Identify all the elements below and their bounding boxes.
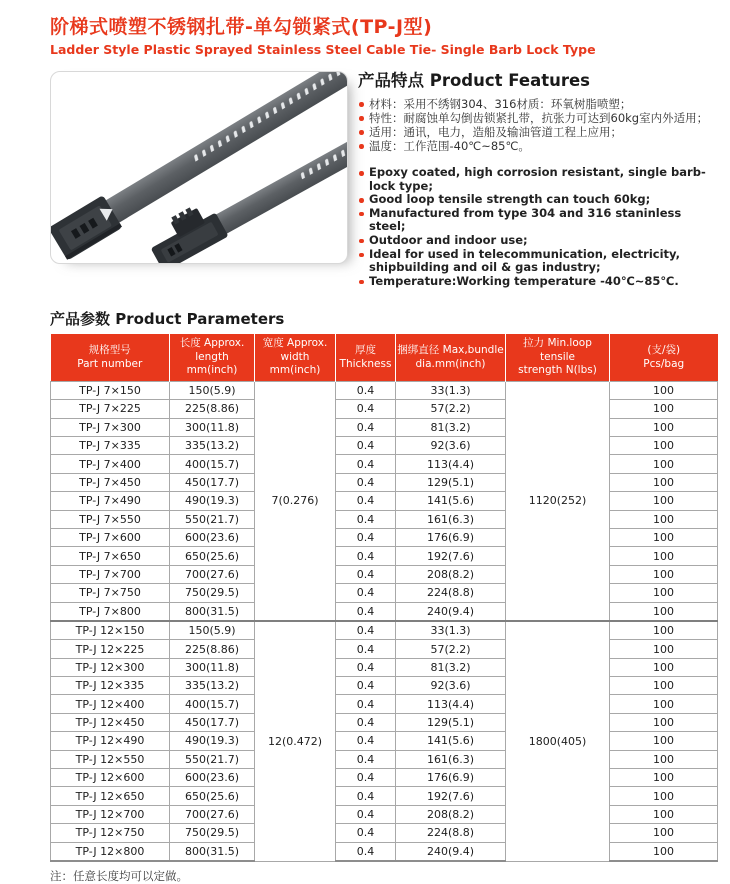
pcs-cell: 100 bbox=[610, 510, 718, 528]
bundle-dia-cell: 176(6.9) bbox=[396, 528, 506, 546]
length-cell: 650(25.6) bbox=[170, 787, 255, 805]
top-section bbox=[50, 71, 717, 288]
table-row bbox=[51, 713, 718, 731]
column-header: 拉力 Min.loop tensile strength N(lbs) bbox=[506, 334, 610, 381]
table-row bbox=[51, 565, 718, 583]
column-header: (支/袋) Pcs/bag bbox=[610, 334, 718, 381]
part-number-cell: TP-J 7×150 bbox=[51, 381, 170, 399]
bullet-dot-icon bbox=[359, 239, 364, 244]
bundle-dia-cell: 92(3.6) bbox=[396, 677, 506, 695]
part-number-cell: TP-J 7×335 bbox=[51, 437, 170, 455]
bundle-dia-cell: 33(1.3) bbox=[396, 381, 506, 399]
feature-bullet-cn bbox=[358, 125, 717, 139]
part-number-cell: TP-J 12×750 bbox=[51, 824, 170, 842]
part-number-cell: TP-J 7×490 bbox=[51, 492, 170, 510]
table-row bbox=[51, 732, 718, 750]
feature-bullet-text: Good loop tensile strength can touch 60kg; bbox=[369, 192, 651, 207]
feature-bullet-cn bbox=[358, 111, 717, 125]
pcs-cell: 100 bbox=[610, 547, 718, 565]
thickness-cell: 0.4 bbox=[336, 547, 396, 565]
pcs-cell: 100 bbox=[610, 492, 718, 510]
thickness-cell: 0.4 bbox=[336, 658, 396, 676]
part-number-cell: TP-J 12×600 bbox=[51, 769, 170, 787]
bundle-dia-cell: 92(3.6) bbox=[396, 437, 506, 455]
pcs-cell: 100 bbox=[610, 584, 718, 602]
table-row bbox=[51, 677, 718, 695]
feature-bullet-text: 特性：耐腐蚀单勾倒齿锁紧扎带，抗张力可达到60kg室内外适用； bbox=[369, 111, 709, 125]
part-number-cell: TP-J 12×650 bbox=[51, 787, 170, 805]
bundle-dia-cell: 192(7.6) bbox=[396, 787, 506, 805]
part-number-cell: TP-J 7×600 bbox=[51, 528, 170, 546]
table-row bbox=[51, 824, 718, 842]
bullet-dot-icon bbox=[359, 198, 364, 203]
thickness-cell: 0.4 bbox=[336, 640, 396, 658]
thickness-cell: 0.4 bbox=[336, 732, 396, 750]
feature-bullet-en bbox=[358, 275, 717, 289]
table-row bbox=[51, 547, 718, 565]
thickness-cell: 0.4 bbox=[336, 695, 396, 713]
bullet-dot-icon bbox=[359, 171, 364, 176]
bundle-dia-cell: 129(5.1) bbox=[396, 713, 506, 731]
bullet-dot-icon bbox=[359, 280, 364, 285]
part-number-cell: TP-J 12×800 bbox=[51, 842, 170, 861]
table-row bbox=[51, 640, 718, 658]
pcs-cell: 100 bbox=[610, 381, 718, 399]
parameters-table bbox=[50, 334, 718, 862]
feature-bullet-en bbox=[358, 193, 717, 207]
table-row bbox=[51, 695, 718, 713]
part-number-cell: TP-J 7×450 bbox=[51, 473, 170, 491]
table-row bbox=[51, 528, 718, 546]
bundle-dia-cell: 192(7.6) bbox=[396, 547, 506, 565]
bundle-dia-cell: 113(4.4) bbox=[396, 695, 506, 713]
feature-bullet-text: Temperature:Working temperature -40℃~85℃. bbox=[369, 273, 679, 288]
bundle-dia-cell: 129(5.1) bbox=[396, 473, 506, 491]
length-cell: 800(31.5) bbox=[170, 842, 255, 861]
length-cell: 400(15.7) bbox=[170, 455, 255, 473]
part-number-cell: TP-J 7×750 bbox=[51, 584, 170, 602]
feature-bullet-en bbox=[358, 207, 717, 234]
pcs-cell: 100 bbox=[610, 437, 718, 455]
pcs-cell: 100 bbox=[610, 787, 718, 805]
feature-bullet-text: 温度：工作范围-40℃~85℃。 bbox=[369, 139, 530, 153]
thickness-cell: 0.4 bbox=[336, 805, 396, 823]
length-cell: 600(23.6) bbox=[170, 528, 255, 546]
thickness-cell: 0.4 bbox=[336, 492, 396, 510]
table-row bbox=[51, 455, 718, 473]
column-header: 规格型号 Part number bbox=[51, 334, 170, 381]
pcs-cell: 100 bbox=[610, 455, 718, 473]
thickness-cell: 0.4 bbox=[336, 510, 396, 528]
bullet-dot-icon bbox=[359, 102, 364, 107]
length-cell: 600(23.6) bbox=[170, 769, 255, 787]
thickness-cell: 0.4 bbox=[336, 455, 396, 473]
features-section bbox=[358, 71, 717, 288]
bundle-dia-cell: 141(5.6) bbox=[396, 732, 506, 750]
pcs-cell: 100 bbox=[610, 842, 718, 861]
part-number-cell: TP-J 7×550 bbox=[51, 510, 170, 528]
table-row bbox=[51, 381, 718, 399]
length-cell: 550(21.7) bbox=[170, 750, 255, 768]
column-header: 捆绑直径 Max,bundle dia.mm(inch) bbox=[396, 334, 506, 381]
bullet-dot-icon bbox=[359, 130, 364, 135]
table-row bbox=[51, 418, 718, 436]
table-row bbox=[51, 602, 718, 621]
feature-bullet-en bbox=[358, 248, 717, 275]
length-cell: 700(27.6) bbox=[170, 805, 255, 823]
part-number-cell: TP-J 12×700 bbox=[51, 805, 170, 823]
thickness-cell: 0.4 bbox=[336, 473, 396, 491]
thickness-cell: 0.4 bbox=[336, 602, 396, 621]
thickness-cell: 0.4 bbox=[336, 381, 396, 399]
pcs-cell: 100 bbox=[610, 621, 718, 640]
parameters-table-head-row bbox=[51, 334, 718, 381]
column-header: 厚度 Thickness bbox=[336, 334, 396, 381]
table-row bbox=[51, 750, 718, 768]
features-heading: 产品特点 Product Features bbox=[358, 71, 590, 90]
pcs-cell: 100 bbox=[610, 695, 718, 713]
table-row bbox=[51, 437, 718, 455]
thickness-cell: 0.4 bbox=[336, 824, 396, 842]
page-title: 阶梯式喷塑不锈钢扎带-单勾锁紧式(TP-J型) bbox=[50, 16, 433, 38]
bundle-dia-cell: 208(8.2) bbox=[396, 805, 506, 823]
pcs-cell: 100 bbox=[610, 750, 718, 768]
length-cell: 225(8.86) bbox=[170, 640, 255, 658]
pcs-cell: 100 bbox=[610, 805, 718, 823]
feature-bullet-text: 材料：采用不绣钢304、316材质：环氧树脂喷塑； bbox=[369, 97, 632, 111]
feature-bullet-en bbox=[358, 234, 717, 248]
pcs-cell: 100 bbox=[610, 769, 718, 787]
table-row bbox=[51, 400, 718, 418]
length-cell: 650(25.6) bbox=[170, 547, 255, 565]
strength-merged-cell: 1120(252) bbox=[506, 381, 610, 621]
length-cell: 490(19.3) bbox=[170, 492, 255, 510]
bundle-dia-cell: 176(6.9) bbox=[396, 769, 506, 787]
table-row bbox=[51, 805, 718, 823]
thickness-cell: 0.4 bbox=[336, 400, 396, 418]
bundle-dia-cell: 224(8.8) bbox=[396, 584, 506, 602]
feature-bullet-text: Outdoor and indoor use; bbox=[369, 232, 528, 247]
bundle-dia-cell: 57(2.2) bbox=[396, 400, 506, 418]
length-cell: 300(11.8) bbox=[170, 418, 255, 436]
pcs-cell: 100 bbox=[610, 824, 718, 842]
cable-tie-illustration bbox=[51, 72, 347, 263]
part-number-cell: TP-J 7×225 bbox=[51, 400, 170, 418]
pcs-cell: 100 bbox=[610, 400, 718, 418]
feature-bullet-text: Manufactured from type 304 and 316 staninless steel; bbox=[369, 205, 682, 234]
features-en-list bbox=[358, 166, 717, 288]
thickness-cell: 0.4 bbox=[336, 842, 396, 861]
length-cell: 800(31.5) bbox=[170, 602, 255, 621]
part-number-cell: TP-J 12×450 bbox=[51, 713, 170, 731]
table-row bbox=[51, 842, 718, 861]
length-cell: 550(21.7) bbox=[170, 510, 255, 528]
length-cell: 750(29.5) bbox=[170, 584, 255, 602]
bundle-dia-cell: 240(9.4) bbox=[396, 842, 506, 861]
thickness-cell: 0.4 bbox=[336, 677, 396, 695]
bundle-dia-cell: 57(2.2) bbox=[396, 640, 506, 658]
features-cn-list bbox=[358, 97, 717, 153]
column-header: 长度 Approx. length mm(inch) bbox=[170, 334, 255, 381]
part-number-cell: TP-J 12×335 bbox=[51, 677, 170, 695]
page-subtitle: Ladder Style Plastic Sprayed Stainless Steel Cable Tie- Single Barb Lock Type bbox=[50, 42, 596, 57]
footnote: 注：任意长度均可以定做。 bbox=[50, 869, 188, 883]
table-row bbox=[51, 787, 718, 805]
length-cell: 335(13.2) bbox=[170, 677, 255, 695]
table-row bbox=[51, 584, 718, 602]
feature-bullet-cn bbox=[358, 139, 717, 153]
bundle-dia-cell: 113(4.4) bbox=[396, 455, 506, 473]
thickness-cell: 0.4 bbox=[336, 584, 396, 602]
feature-bullet-en bbox=[358, 166, 717, 193]
strength-merged-cell: 1800(405) bbox=[506, 621, 610, 861]
length-cell: 225(8.86) bbox=[170, 400, 255, 418]
bundle-dia-cell: 81(3.2) bbox=[396, 658, 506, 676]
thickness-cell: 0.4 bbox=[336, 769, 396, 787]
length-cell: 700(27.6) bbox=[170, 565, 255, 583]
part-number-cell: TP-J 12×150 bbox=[51, 621, 170, 640]
thickness-cell: 0.4 bbox=[336, 621, 396, 640]
pcs-cell: 100 bbox=[610, 713, 718, 731]
length-cell: 450(17.7) bbox=[170, 473, 255, 491]
column-header: 宽度 Approx. width mm(inch) bbox=[255, 334, 336, 381]
bullet-dot-icon bbox=[359, 116, 364, 121]
thickness-cell: 0.4 bbox=[336, 750, 396, 768]
feature-bullet-cn bbox=[358, 97, 717, 111]
length-cell: 400(15.7) bbox=[170, 695, 255, 713]
width-merged-cell: 12(0.472) bbox=[255, 621, 336, 861]
feature-bullet-text: Epoxy coated, high corrosion resistant, single barb-lock type; bbox=[369, 165, 706, 193]
table-row bbox=[51, 510, 718, 528]
bundle-dia-cell: 208(8.2) bbox=[396, 565, 506, 583]
length-cell: 150(5.9) bbox=[170, 381, 255, 399]
part-number-cell: TP-J 7×700 bbox=[51, 565, 170, 583]
pcs-cell: 100 bbox=[610, 565, 718, 583]
part-number-cell: TP-J 12×490 bbox=[51, 732, 170, 750]
pcs-cell: 100 bbox=[610, 732, 718, 750]
length-cell: 335(13.2) bbox=[170, 437, 255, 455]
length-cell: 490(19.3) bbox=[170, 732, 255, 750]
part-number-cell: TP-J 7×650 bbox=[51, 547, 170, 565]
bundle-dia-cell: 33(1.3) bbox=[396, 621, 506, 640]
length-cell: 300(11.8) bbox=[170, 658, 255, 676]
width-merged-cell: 7(0.276) bbox=[255, 381, 336, 621]
bundle-dia-cell: 240(9.4) bbox=[396, 602, 506, 621]
length-cell: 750(29.5) bbox=[170, 824, 255, 842]
part-number-cell: TP-J 7×400 bbox=[51, 455, 170, 473]
pcs-cell: 100 bbox=[610, 677, 718, 695]
thickness-cell: 0.4 bbox=[336, 787, 396, 805]
bullet-dot-icon bbox=[359, 144, 364, 149]
feature-bullet-text: Ideal for used in telecommunication, electricity, shipbuilding and oil & gas industry; bbox=[369, 246, 681, 275]
bundle-dia-cell: 161(6.3) bbox=[396, 750, 506, 768]
pcs-cell: 100 bbox=[610, 418, 718, 436]
table-row bbox=[51, 658, 718, 676]
bullet-dot-icon bbox=[359, 253, 364, 258]
part-number-cell: TP-J 7×300 bbox=[51, 418, 170, 436]
pcs-cell: 100 bbox=[610, 602, 718, 621]
pcs-cell: 100 bbox=[610, 473, 718, 491]
bullet-dot-icon bbox=[359, 212, 364, 217]
pcs-cell: 100 bbox=[610, 640, 718, 658]
bundle-dia-cell: 141(5.6) bbox=[396, 492, 506, 510]
table-row bbox=[51, 473, 718, 491]
pcs-cell: 100 bbox=[610, 528, 718, 546]
part-number-cell: TP-J 12×300 bbox=[51, 658, 170, 676]
thickness-cell: 0.4 bbox=[336, 418, 396, 436]
part-number-cell: TP-J 12×550 bbox=[51, 750, 170, 768]
bundle-dia-cell: 161(6.3) bbox=[396, 510, 506, 528]
table-row bbox=[51, 621, 718, 640]
thickness-cell: 0.4 bbox=[336, 528, 396, 546]
thickness-cell: 0.4 bbox=[336, 437, 396, 455]
bundle-dia-cell: 224(8.8) bbox=[396, 824, 506, 842]
parameters-heading: 产品参数 Product Parameters bbox=[50, 310, 285, 329]
part-number-cell: TP-J 7×800 bbox=[51, 602, 170, 621]
feature-bullet-text: 适用：通讯，电力，造船及输油管道工程上应用； bbox=[369, 125, 622, 139]
part-number-cell: TP-J 12×225 bbox=[51, 640, 170, 658]
product-photo bbox=[50, 71, 348, 264]
bundle-dia-cell: 81(3.2) bbox=[396, 418, 506, 436]
thickness-cell: 0.4 bbox=[336, 713, 396, 731]
length-cell: 150(5.9) bbox=[170, 621, 255, 640]
length-cell: 450(17.7) bbox=[170, 713, 255, 731]
pcs-cell: 100 bbox=[610, 658, 718, 676]
thickness-cell: 0.4 bbox=[336, 565, 396, 583]
parameters-table-body bbox=[51, 381, 718, 861]
table-row bbox=[51, 492, 718, 510]
part-number-cell: TP-J 12×400 bbox=[51, 695, 170, 713]
table-row bbox=[51, 769, 718, 787]
